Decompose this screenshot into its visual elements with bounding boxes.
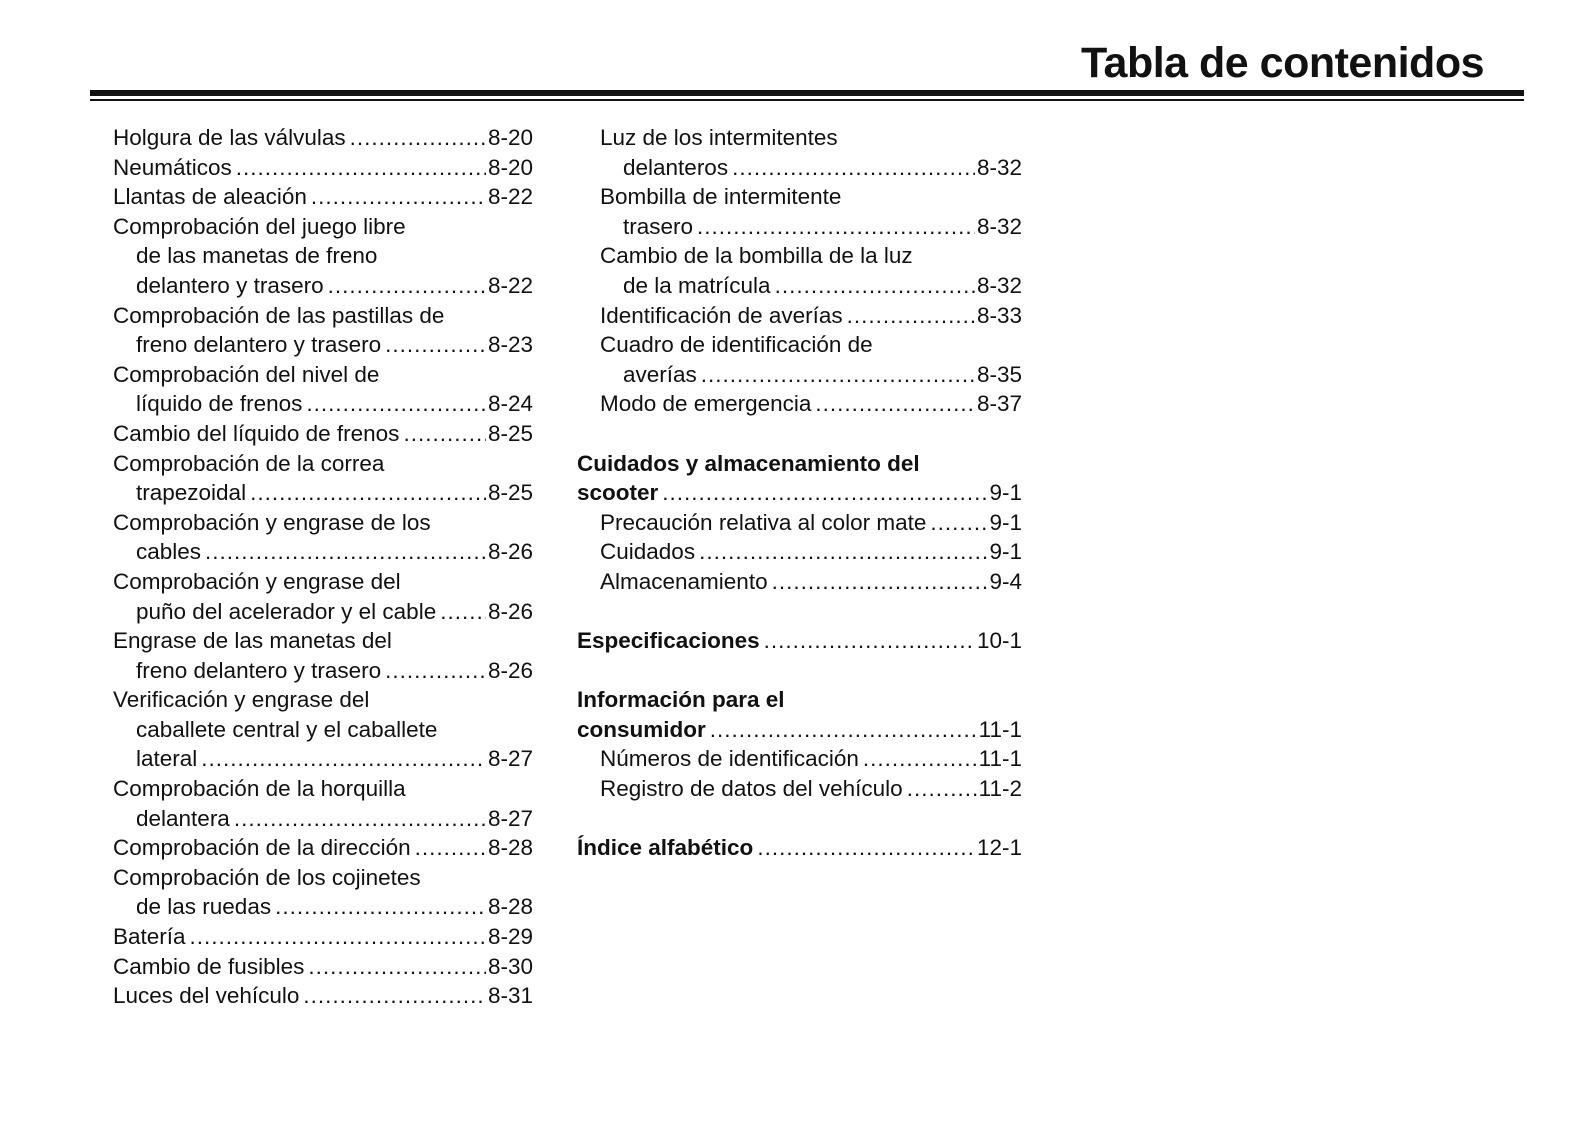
toc-entry-text: Especificaciones xyxy=(577,628,760,654)
dot-leader xyxy=(847,301,975,331)
toc-entry-text: Precaución relativa al color mate xyxy=(600,509,927,535)
dot-leader xyxy=(863,744,977,774)
toc-entry-page: 11-2 xyxy=(978,776,1022,802)
dot-leader xyxy=(697,212,975,242)
toc-entry-page: 8-20 xyxy=(487,154,533,180)
toc-entry[interactable] xyxy=(113,952,533,982)
header-rule-thick xyxy=(90,90,1524,96)
dot-leader xyxy=(732,153,975,183)
header-rule-thin xyxy=(90,99,1524,101)
toc-entry-text: Almacenamiento xyxy=(600,568,768,594)
dot-leader xyxy=(234,804,486,834)
toc-entry[interactable] xyxy=(113,685,533,774)
toc-entry-text: trasero xyxy=(623,213,694,239)
toc-entry-text: Luces del vehículo xyxy=(113,983,300,1009)
toc-entry[interactable] xyxy=(577,301,1022,331)
toc-entry-page: 8-26 xyxy=(487,598,533,624)
dot-leader xyxy=(930,508,987,538)
toc-entry-page: 8-28 xyxy=(487,894,533,920)
toc-entry-page: 8-22 xyxy=(487,184,533,210)
toc-entry[interactable] xyxy=(113,863,533,922)
dot-leader xyxy=(699,537,987,567)
page-title: Tabla de contenidos xyxy=(1080,39,1484,87)
toc-entry[interactable] xyxy=(577,626,1022,656)
toc-entry-page: 8-25 xyxy=(487,420,533,446)
toc-entry-text: Cambio de fusibles xyxy=(113,953,305,979)
dot-leader xyxy=(201,744,486,774)
toc-entry[interactable] xyxy=(577,537,1022,567)
toc-entry-text: Información para el xyxy=(577,687,785,713)
toc-entry[interactable] xyxy=(577,744,1022,774)
toc-entry[interactable] xyxy=(113,833,533,863)
toc-entry-page: 8-29 xyxy=(487,924,533,950)
dot-leader xyxy=(350,123,486,153)
toc-entry-text: Llantas de aleación xyxy=(113,184,307,210)
toc-entry[interactable] xyxy=(113,360,533,419)
toc-entry-page: 8-37 xyxy=(976,391,1022,417)
dot-leader xyxy=(190,922,486,952)
toc-entry[interactable] xyxy=(577,685,1022,744)
toc-entry[interactable] xyxy=(577,508,1022,538)
toc-entry-text: de las ruedas xyxy=(136,894,272,920)
toc-entry-page: 8-27 xyxy=(487,805,533,831)
dot-leader xyxy=(385,330,486,360)
toc-left-column xyxy=(113,123,533,1011)
dot-leader xyxy=(303,981,486,1011)
toc-entry-text: Números de identificación xyxy=(600,746,859,772)
toc-entry[interactable] xyxy=(113,626,533,685)
dot-leader xyxy=(440,597,486,627)
toc-entry-page: 8-28 xyxy=(487,835,533,861)
toc-entry-text: delantero y trasero xyxy=(136,272,324,298)
toc-entry[interactable] xyxy=(113,419,533,449)
toc-entry-page: 11-1 xyxy=(978,716,1022,742)
toc-entry[interactable] xyxy=(113,301,533,360)
toc-entry-page: 8-26 xyxy=(487,657,533,683)
toc-entry-page: 8-25 xyxy=(487,480,533,506)
toc-entry-page: 8-35 xyxy=(976,361,1022,387)
toc-entry-text: Índice alfabético xyxy=(577,835,754,861)
toc-entry-text: scooter xyxy=(577,480,659,506)
toc-entry-page: 8-32 xyxy=(976,154,1022,180)
toc-entry-page: 8-24 xyxy=(487,391,533,417)
toc-entry-text: Cambio del líquido de frenos xyxy=(113,420,400,446)
toc-entry-text: Luz de los intermitentes xyxy=(600,125,838,150)
toc-entry-text: Modo de emergencia xyxy=(600,391,812,417)
toc-entry-text: Cuidados xyxy=(600,539,696,565)
dot-leader xyxy=(772,567,988,597)
toc-entry[interactable] xyxy=(577,330,1022,389)
dot-leader xyxy=(710,715,977,745)
toc-entry-text: Cambio de la bombilla de la luz xyxy=(600,243,913,269)
toc-entry-page: 9-1 xyxy=(989,480,1022,506)
toc-entry-page: 12-1 xyxy=(976,835,1022,861)
toc-entry[interactable] xyxy=(113,567,533,626)
toc-entry-text: caballete central y el caballete xyxy=(136,716,438,742)
toc-entry-text: averías xyxy=(623,361,697,387)
dot-leader xyxy=(757,833,975,863)
toc-entry[interactable] xyxy=(577,774,1022,804)
dot-leader xyxy=(662,478,987,508)
dot-leader xyxy=(236,153,486,183)
toc-entry-text: Verificación y engrase del xyxy=(113,687,370,713)
dot-leader xyxy=(701,360,975,390)
toc-entry-text: puño del acelerador y el cable xyxy=(136,598,437,624)
toc-entry[interactable] xyxy=(113,508,533,567)
toc-entry-text: de la matrícula xyxy=(623,272,771,298)
toc-entry[interactable] xyxy=(113,449,533,508)
toc-entry-page: 8-33 xyxy=(976,302,1022,328)
dot-leader xyxy=(385,656,486,686)
toc-entry-page: 8-23 xyxy=(487,332,533,358)
toc-entry-text: delantera xyxy=(136,805,230,831)
toc-entry-page: 9-4 xyxy=(989,568,1022,594)
toc-entry-text: Bombilla de intermitente xyxy=(600,184,842,210)
toc-entry-text: Batería xyxy=(113,924,186,950)
toc-entry[interactable] xyxy=(577,833,1022,863)
toc-entry[interactable] xyxy=(113,182,533,212)
toc-entry-text: Comprobación de la dirección xyxy=(113,835,411,861)
dot-leader xyxy=(308,952,486,982)
dot-leader xyxy=(403,419,486,449)
toc-entry[interactable] xyxy=(113,774,533,833)
toc-entry-text: Comprobación del juego libre xyxy=(113,213,406,239)
toc-entry-text: Neumáticos xyxy=(113,154,232,180)
toc-entry[interactable] xyxy=(577,449,1022,508)
toc-entry-page: 8-26 xyxy=(487,539,533,565)
toc-entry-text: freno delantero y trasero xyxy=(136,332,382,358)
dot-leader xyxy=(328,271,486,301)
toc-entry-page: 10-1 xyxy=(976,628,1022,654)
toc-entry[interactable] xyxy=(577,389,1022,419)
toc-entry-text: Engrase de las manetas del xyxy=(113,628,392,654)
toc-entry-text: freno delantero y trasero xyxy=(136,657,382,683)
dot-leader xyxy=(275,892,486,922)
toc-entry-page: 8-20 xyxy=(487,125,533,150)
dot-leader xyxy=(306,389,486,419)
dot-leader xyxy=(415,833,486,863)
toc-entry-page: 9-1 xyxy=(989,509,1022,535)
toc-entry-page: 8-32 xyxy=(976,272,1022,298)
toc-entry-text: cables xyxy=(136,539,202,565)
dot-leader xyxy=(775,271,975,301)
toc-entry-page: 8-22 xyxy=(487,272,533,298)
toc-entry-text: de las manetas de freno xyxy=(136,243,378,269)
toc-entry[interactable] xyxy=(577,567,1022,597)
dot-leader xyxy=(311,182,486,212)
toc-entry-text: lateral xyxy=(136,746,198,772)
toc-entry-page: 11-1 xyxy=(978,746,1022,772)
toc-entry-page: 8-30 xyxy=(487,953,533,979)
toc-entry[interactable] xyxy=(113,123,533,153)
toc-entry-text: delanteros xyxy=(623,154,729,180)
toc-entry-page: 8-32 xyxy=(976,213,1022,239)
toc-entry-text: Identificación de averías xyxy=(600,302,843,328)
toc-entry-page: 8-31 xyxy=(487,983,533,1009)
toc-entry[interactable] xyxy=(577,241,1022,300)
toc-entry[interactable] xyxy=(113,922,533,952)
toc-entry-text: Comprobación de la correa xyxy=(113,450,385,476)
toc-entry[interactable] xyxy=(113,212,533,301)
toc-entry-text: Registro de datos del vehículo xyxy=(600,776,903,802)
toc-entry-text: Comprobación de la horquilla xyxy=(113,776,406,802)
toc-entry-text: Comprobación del nivel de xyxy=(113,361,380,387)
toc-entry-text: trapezoidal xyxy=(136,480,247,506)
toc-entry-text: Cuidados y almacenamiento del xyxy=(577,450,920,476)
toc-entry[interactable] xyxy=(113,981,533,1011)
dot-leader xyxy=(907,774,977,804)
toc-entry-page: 9-1 xyxy=(989,539,1022,565)
dot-leader xyxy=(205,537,486,567)
toc-entry-text: Cuadro de identificación de xyxy=(600,332,873,358)
toc-right-column xyxy=(577,123,1022,863)
toc-entry[interactable] xyxy=(577,123,1022,182)
toc-entry-text: líquido de frenos xyxy=(136,391,303,417)
dot-leader xyxy=(815,389,975,419)
dot-leader xyxy=(250,478,486,508)
toc-entry-page: 8-27 xyxy=(487,746,533,772)
toc-entry-text: Holgura de las válvulas xyxy=(113,125,346,150)
toc-entry[interactable] xyxy=(577,182,1022,241)
toc-entry-text: Comprobación y engrase de los xyxy=(113,509,431,535)
toc-entry-text: Comprobación de las pastillas de xyxy=(113,302,445,328)
dot-leader xyxy=(764,626,975,656)
toc-entry[interactable] xyxy=(113,153,533,183)
toc-entry-text: consumidor xyxy=(577,716,706,742)
toc-entry-text: Comprobación y engrase del xyxy=(113,568,401,594)
toc-entry-text: Comprobación de los cojinetes xyxy=(113,864,421,890)
